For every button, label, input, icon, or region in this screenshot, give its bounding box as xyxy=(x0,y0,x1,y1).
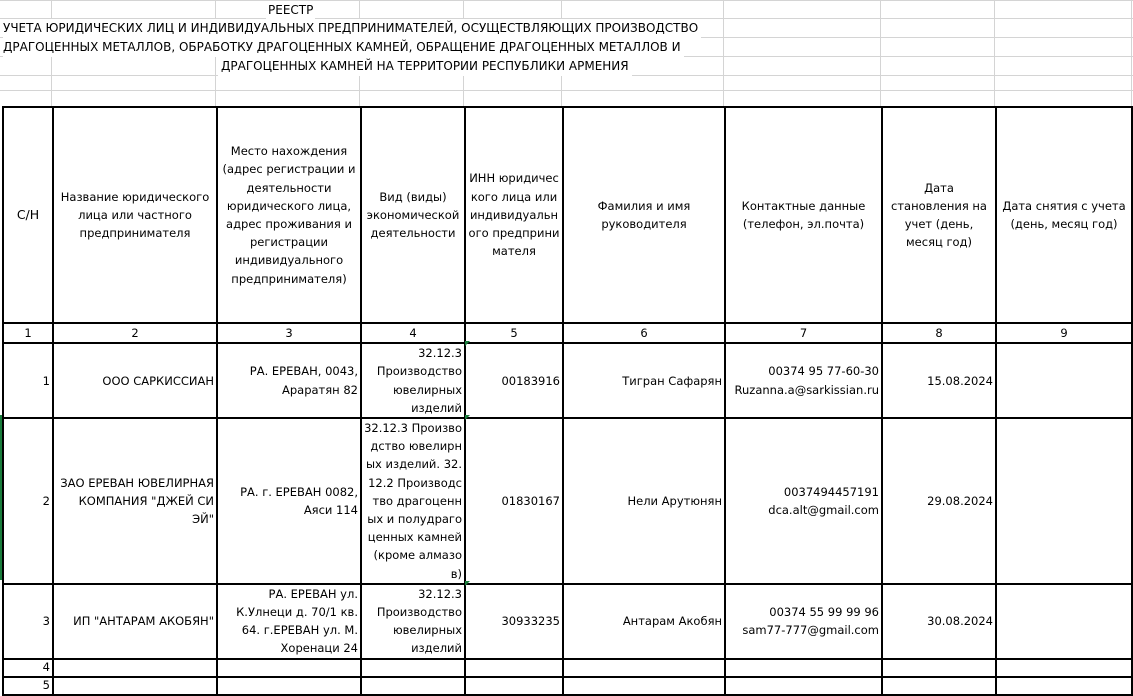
head-name[interactable]: Тигран Сафарян xyxy=(563,343,725,418)
column-number[interactable]: 4 xyxy=(361,323,465,343)
head-name[interactable]: Антарам Акобян xyxy=(563,584,725,659)
contact-cell[interactable] xyxy=(725,343,882,418)
error-indicator-icon xyxy=(465,341,470,346)
table-header-row xyxy=(3,107,1132,323)
title-registry: РЕЕСТР xyxy=(266,1,315,20)
empty-cell[interactable] xyxy=(465,659,563,677)
empty-cell[interactable] xyxy=(53,677,217,695)
company-name[interactable]: ООО САРКИССИАН xyxy=(53,343,217,418)
error-indicator-icon xyxy=(465,415,470,420)
empty-cell[interactable] xyxy=(217,659,361,677)
company-address[interactable]: РА. ЕРЕВАН, 0043, Араратян 82 xyxy=(217,343,361,418)
header-cell-address[interactable]: Место нахождения (адрес регистрации и деятельности юридического лица, адрес проживания и регистрации индивидуального предпринимателя) xyxy=(217,107,361,323)
contact-phone: 0037494457191 xyxy=(783,484,879,499)
row-number[interactable]: 1 xyxy=(3,343,53,418)
deregistration-date[interactable] xyxy=(996,418,1132,584)
empty-cell[interactable] xyxy=(217,677,361,695)
registration-date[interactable]: 15.08.2024 xyxy=(882,343,996,418)
deregistration-date[interactable] xyxy=(996,343,1132,418)
title-line-4: ДРАГОЦЕННЫХ КАМНЕЙ НА ТЕРРИТОРИИ РЕСПУБЛИКИ АРМЕНИЯ xyxy=(218,57,632,76)
registration-date[interactable]: 29.08.2024 xyxy=(882,418,996,584)
header-cell-dereg-date[interactable]: Дата снятия с учета (день, месяц год) xyxy=(996,107,1132,323)
empty-cell[interactable] xyxy=(725,677,882,695)
column-number[interactable]: 6 xyxy=(563,323,725,343)
inn-value[interactable]: 30933235 xyxy=(465,584,563,659)
contact-phone: 00374 55 99 99 96 xyxy=(769,605,879,620)
company-address[interactable]: РА. ЕРЕВАН ул. К.Улнеци д. 70/1 кв. 64. г.ЕРЕВАН ул. М. Хоренаци 24 xyxy=(217,584,361,659)
header-cell-sn[interactable]: С/Н xyxy=(3,107,53,323)
activity-type[interactable]: 32.12.3 Производство ювелирных изделий xyxy=(361,584,465,659)
title-line-3: ДРАГОЦЕННЫХ МЕТАЛЛОВ, ОБРАБОТКУ ДРАГОЦЕННЫХ КАМНЕЙ, ОБРАЩЕНИЕ ДРАГОЦЕННЫХ МЕТАЛЛОВ И xyxy=(3,38,684,57)
column-number[interactable]: 9 xyxy=(996,323,1132,343)
column-number[interactable]: 7 xyxy=(725,323,882,343)
contact-phone: 00374 95 77-60-30 xyxy=(768,364,879,379)
contact-email: sam77-777@gmail.com xyxy=(742,623,879,638)
table-row xyxy=(3,659,1132,677)
inn-value[interactable]: 01830167 xyxy=(465,418,563,584)
contact-cell[interactable] xyxy=(725,584,882,659)
column-number[interactable]: 2 xyxy=(53,323,217,343)
error-indicator-icon xyxy=(465,581,470,586)
empty-cell[interactable] xyxy=(563,659,725,677)
activity-type[interactable]: 32.12.3 Производство ювелирных изделий. 32.12.2 Производство драгоценных и полудрагоценных камней (кроме алмазов) xyxy=(361,418,465,584)
deregistration-date[interactable] xyxy=(996,584,1132,659)
company-name[interactable]: ИП "АНТАРАМ АКОБЯН" xyxy=(53,584,217,659)
column-number[interactable]: 8 xyxy=(882,323,996,343)
empty-cell[interactable] xyxy=(996,659,1132,677)
row-number[interactable]: 5 xyxy=(3,677,53,695)
empty-cell[interactable] xyxy=(53,659,217,677)
row-number[interactable]: 4 xyxy=(3,659,53,677)
empty-cell[interactable] xyxy=(882,677,996,695)
registry-table xyxy=(2,106,1133,696)
row-selection-indicator xyxy=(0,415,2,580)
empty-cell[interactable] xyxy=(361,677,465,695)
head-name[interactable]: Нели Арутюнян xyxy=(563,418,725,584)
column-number[interactable]: 5 xyxy=(465,323,563,343)
column-number[interactable]: 3 xyxy=(217,323,361,343)
column-number[interactable]: 1 xyxy=(3,323,53,343)
header-cell-reg-date[interactable]: Дата становления на учет (день, месяц год) xyxy=(882,107,996,323)
activity-type[interactable]: 32.12.3 Производство ювелирных изделий xyxy=(361,343,465,418)
registration-date[interactable]: 30.08.2024 xyxy=(882,584,996,659)
empty-cell[interactable] xyxy=(361,659,465,677)
contact-email: Ruzanna.a@sarkissian.ru xyxy=(734,382,879,397)
contact-email: dca.alt@gmail.com xyxy=(768,502,879,517)
contact-cell[interactable] xyxy=(725,418,882,584)
row-number[interactable]: 3 xyxy=(3,584,53,659)
empty-cell[interactable] xyxy=(725,659,882,677)
header-cell-contacts[interactable]: Контактные данные (телефон, эл.почта) xyxy=(725,107,882,323)
company-address[interactable]: РА. г. ЕРЕВАН 0082, Аяси 114 xyxy=(217,418,361,584)
table-row xyxy=(3,677,1132,695)
title-line-2: УЧЕТА ЮРИДИЧЕСКИХ ЛИЦ И ИНДИВИДУАЛЬНЫХ ПРЕДПРИНИМАТЕЛЕЙ, ОСУЩЕСТВЛЯЮЩИХ ПРОИЗВОДСТВО xyxy=(3,19,701,38)
empty-cell[interactable] xyxy=(465,677,563,695)
inn-value[interactable]: 00183916 xyxy=(465,343,563,418)
row-number[interactable]: 2 xyxy=(3,418,53,584)
column-number-row xyxy=(3,323,1132,343)
header-cell-activity[interactable]: Вид (виды) экономической деятельности xyxy=(361,107,465,323)
company-name[interactable]: ЗАО ЕРЕВАН ЮВЕЛИРНАЯ КОМПАНИЯ "ДЖЕЙ СИ ЭЙ" xyxy=(53,418,217,584)
empty-cell[interactable] xyxy=(882,659,996,677)
table-row xyxy=(3,418,1132,584)
table-row xyxy=(3,343,1132,418)
header-cell-head[interactable]: Фамилия и имя руководителя xyxy=(563,107,725,323)
table-row xyxy=(3,584,1132,659)
header-cell-name[interactable]: Название юридического лица или частного предпринимателя xyxy=(53,107,217,323)
header-cell-inn[interactable]: ИНН юридического лица или индивидуального предпринимателя xyxy=(465,107,563,323)
empty-cell[interactable] xyxy=(996,677,1132,695)
empty-cell[interactable] xyxy=(563,677,725,695)
